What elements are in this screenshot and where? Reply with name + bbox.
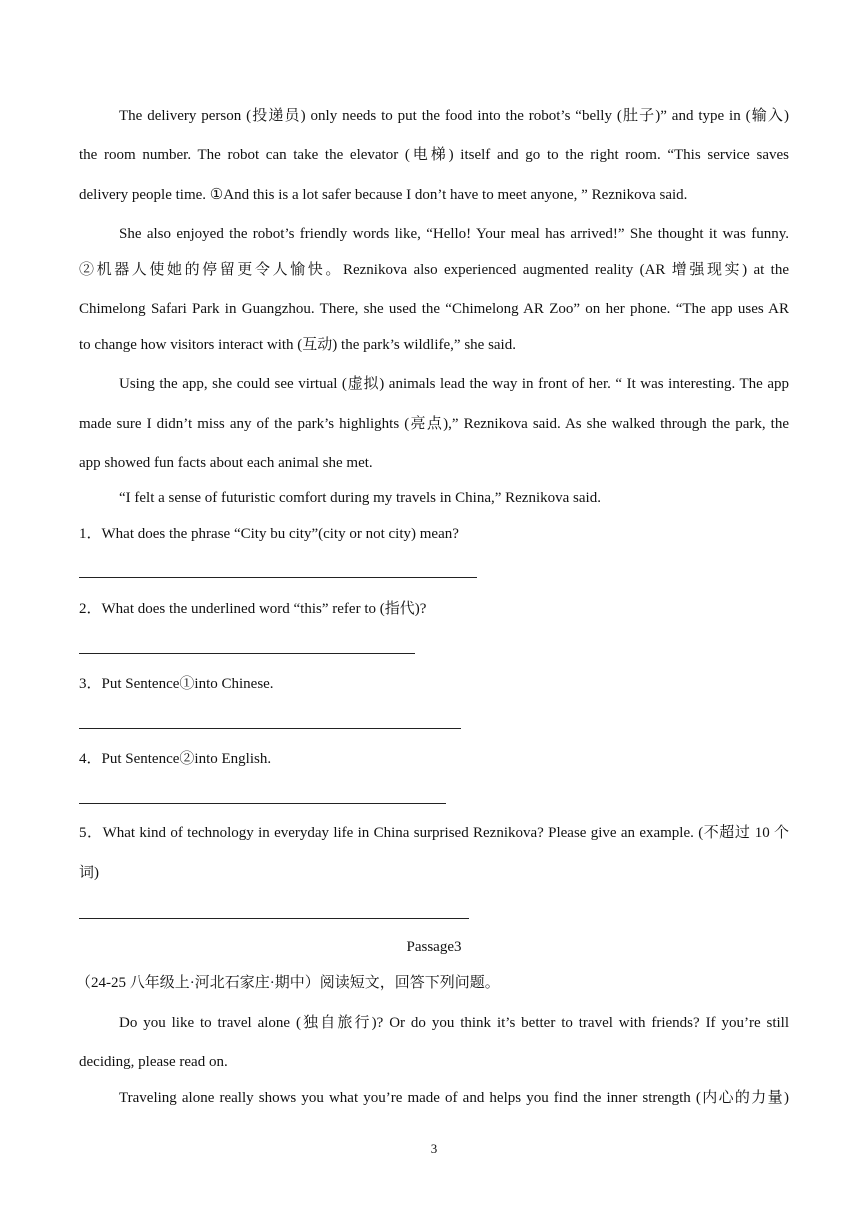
paragraph-line: Chimelong Safari Park in Guangzhou. There, she used the “Chimelong AR Zoo” on her phone. “The app uses AR xyxy=(79,301,789,317)
paragraph-line: ②机器人使她的停留更令人愉快。Reznikova also experienced augmented reality (AR 增强现实) at the xyxy=(79,262,789,278)
answer-line-4[interactable] xyxy=(79,803,446,804)
question-5: 5．What kind of technology in everyday life in China surprised Reznikova? Please give an example. (不超过 10 个 xyxy=(79,825,789,841)
answer-line-1[interactable] xyxy=(79,577,477,578)
paragraph-line: the room number. The robot can take the elevator (电梯) itself and go to the right room. “This service saves xyxy=(79,147,789,163)
paragraph-line: She also enjoyed the robot’s friendly words like, “Hello! Your meal has arrived!” She thought it was funny. xyxy=(119,226,789,242)
question-5-continued: 词) xyxy=(79,865,99,881)
paragraph-line: Do you like to travel alone (独自旅行)? Or do you think it’s better to travel with friends? If you’re still xyxy=(119,1015,789,1031)
paragraph-line: “I felt a sense of futuristic comfort during my travels in China,” Reznikova said. xyxy=(119,490,601,506)
passage-source: （24-25 八年级上·河北石家庄·期中）阅读短文，回答下列问题。 xyxy=(76,975,500,991)
paragraph-line: delivery people time. ①And this is a lot safer because I don’t have to meet anyone, ” Reznikova said. xyxy=(79,187,688,203)
paragraph-line: to change how visitors interact with (互动) the park’s wildlife,” she said. xyxy=(79,337,516,353)
answer-line-3[interactable] xyxy=(79,728,461,729)
paragraph-line: deciding, please read on. xyxy=(79,1054,228,1070)
question-3: 3．Put Sentence①into Chinese. xyxy=(79,676,274,692)
question-4: 4．Put Sentence②into English. xyxy=(79,751,272,767)
paragraph-line: Traveling alone really shows you what you’re made of and helps you find the inner strength (内心的力量) xyxy=(119,1090,789,1106)
question-2: 2．What does the underlined word “this” refer to (指代)? xyxy=(79,601,427,617)
passage-title: Passage3 xyxy=(406,939,462,955)
paragraph-line: Using the app, she could see virtual (虚拟) animals lead the way in front of her. “ It was interesting. The app xyxy=(119,376,789,392)
paragraph-line: made sure I didn’t miss any of the park’s highlights (亮点),” Reznikova said. As she walked through the park, the xyxy=(79,416,789,432)
paragraph-line: app showed fun facts about each animal she met. xyxy=(79,455,373,471)
answer-line-5[interactable] xyxy=(79,918,469,919)
paragraph-line: The delivery person (投递员) only needs to put the food into the robot’s “belly (肚子)” and type in (输入) xyxy=(119,108,789,124)
question-1: 1．What does the phrase “City bu city”(city or not city) mean? xyxy=(79,526,459,542)
page-number: 3 xyxy=(430,1141,438,1156)
answer-line-2[interactable] xyxy=(79,653,415,654)
